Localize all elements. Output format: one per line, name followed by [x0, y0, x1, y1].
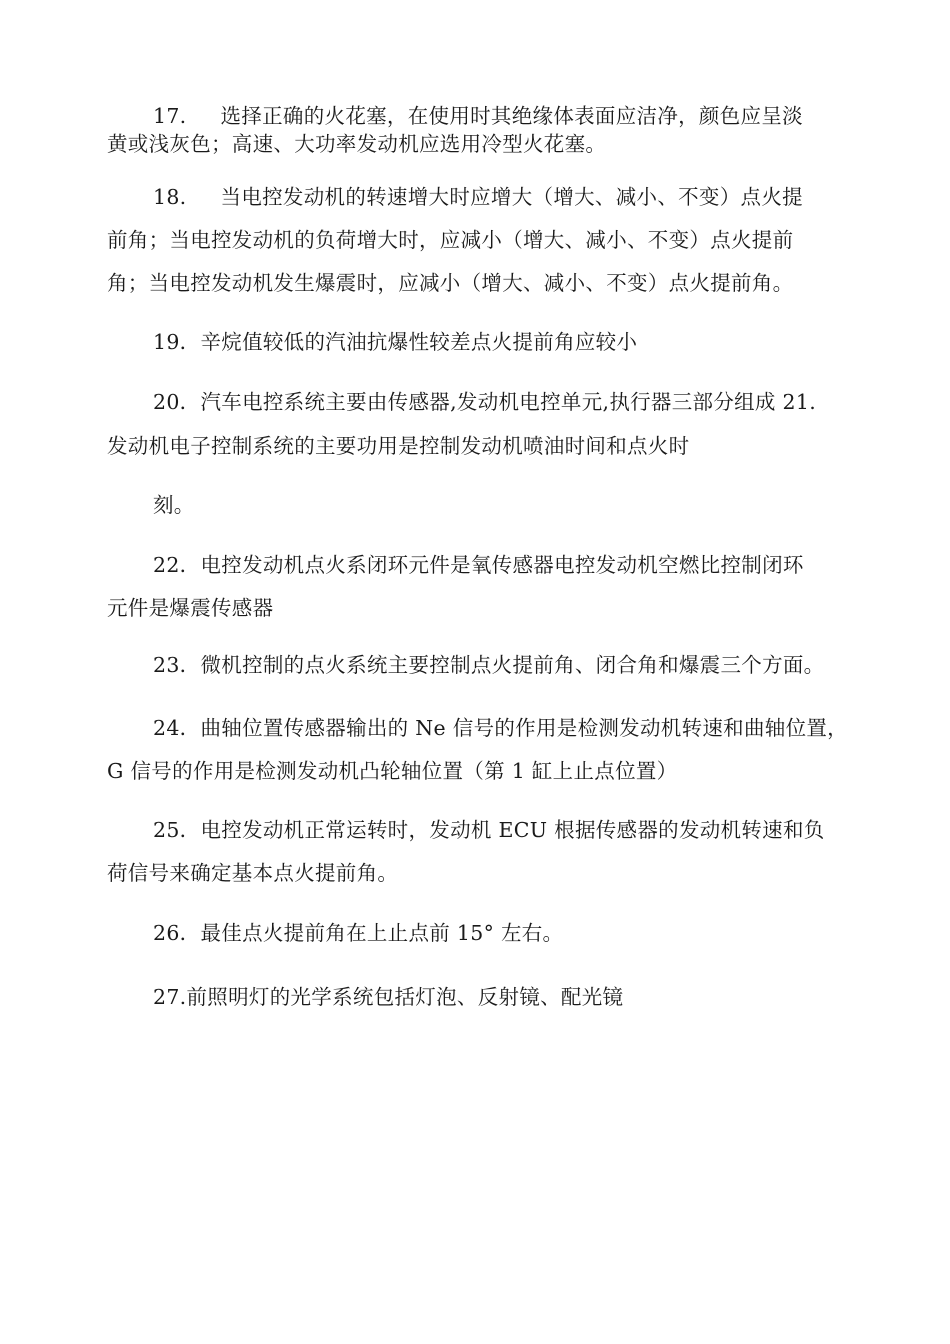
item-25-line-1: 25．电控发动机正常运转时，发动机 ECU 根据传感器的发动机转速和负: [153, 818, 825, 842]
item-24-line-1: 24．曲轴位置传感器输出的 Ne 信号的作用是检测发动机转速和曲轴位置，: [153, 716, 848, 740]
item-21-line-2: 刻。: [153, 493, 195, 517]
item-19-line-1: 19．辛烷值较低的汽油抗爆性较差点火提前角应较小: [153, 330, 638, 354]
item-27-line-1: 27.前照明灯的光学系统包括灯泡、反射镜、配光镜: [153, 985, 624, 1009]
item-18-line-3: 角；当电控发动机发生爆震时，应减小（增大、减小、不变）点火提前角。: [107, 271, 794, 295]
item-17-line-1: [153, 104, 803, 128]
item-18-line-1: [153, 185, 803, 209]
item-18-number: 18.: [153, 185, 187, 209]
item-22-line-2: 元件是爆震传感器: [107, 596, 274, 620]
item-25-line-2: 荷信号来确定基本点火提前角。: [107, 861, 399, 885]
item-18-text-1: 当电控发动机的转速增大时应增大（增大、减小、不变）点火提: [220, 185, 803, 209]
item-26-line-1: 26．最佳点火提前角在上止点前 15° 左右。: [153, 921, 564, 945]
item-17-line-2: 黄或浅灰色；高速、大功率发动机应选用冷型火花塞。: [107, 132, 607, 156]
item-21-line-1: 发动机电子控制系统的主要功用是控制发动机喷油时间和点火时: [107, 434, 690, 458]
item-20-line-1: 20．汽车电控系统主要由传感器,发动机电控单元,执行器三部分组成 21.: [153, 390, 817, 414]
item-18-line-2: 前角；当电控发动机的负荷增大时，应减小（增大、减小、不变）点火提前: [107, 228, 794, 252]
item-22-line-1: 22．电控发动机点火系闭环元件是氧传感器电控发动机空燃比控制闭环: [153, 553, 804, 577]
item-17-number: 17.: [153, 104, 187, 128]
item-17-text-1: 选择正确的火花塞，在使用时其绝缘体表面应洁净，颜色应呈淡: [220, 104, 803, 128]
item-23-line-1: 23．微机控制的点火系统主要控制点火提前角、闭合角和爆震三个方面。: [153, 653, 825, 677]
item-24-line-2: G 信号的作用是检测发动机凸轮轴位置（第 1 缸上止点位置）: [107, 759, 678, 783]
